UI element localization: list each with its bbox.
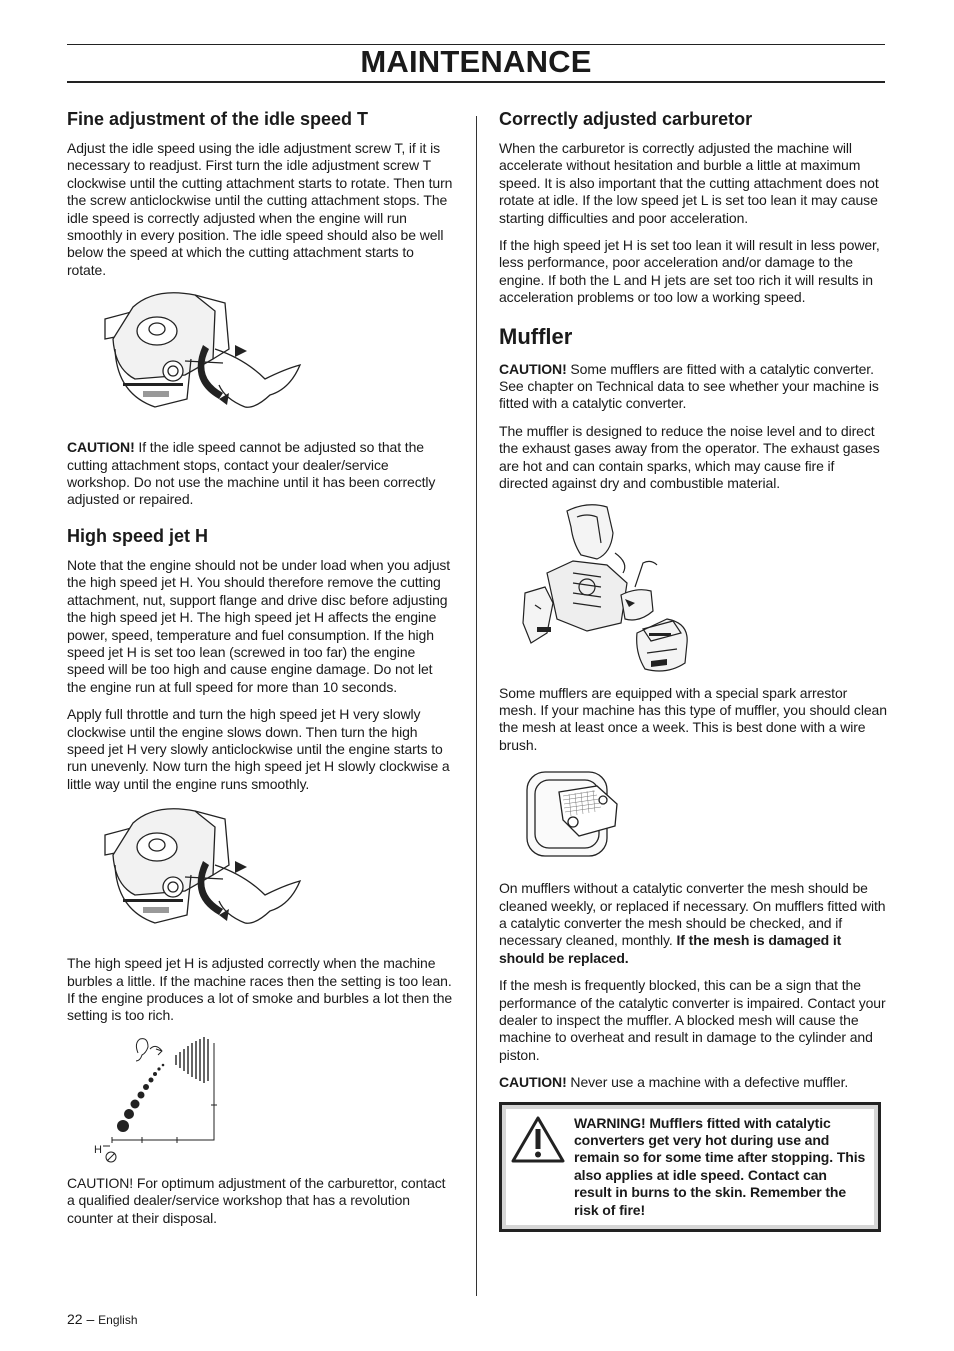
caution-catalytic: CAUTION! Some mufflers are fitted with a catalytic converter. See chapter on Technical data to see whether your machine is fitted with a catalytic converter.: [499, 360, 879, 412]
muffler-exploded-illustration: [517, 503, 697, 675]
graph-label-h: H: [94, 1143, 102, 1156]
warning-triangle-icon: [510, 1115, 574, 1219]
muffler-paragraph-4: If the mesh is frequently blocked, this can be a sign that the performance of the catalytic converter is impaired. Contact your dealer to inspect the muffler. A blocked mesh will cause the machine to overheat and result in damage to the cylinder and piston.: [499, 977, 886, 1063]
footer-language: English: [98, 1313, 138, 1327]
left-column: [67, 108, 455, 1237]
high-speed-paragraph-2: Apply full throttle and turn the high speed jet H very slowly clockwise until the engine slows down. Then turn the high speed jet H very slowly anticlockwise until the engine starts to run unevenly. Now turn the high speed jet H slowly clockwise a little way until the engine runs smoothly.: [67, 706, 450, 792]
caution-idle: CAUTION! If the idle speed cannot be adjusted so that the cutting attachment stops, contact your dealer/service workshop. Do not use the machine until it has been correctly adjusted or repaired.: [67, 439, 436, 508]
header-rule-bottom: [67, 81, 885, 83]
section-heading-carburetor: Correctly adjusted carburetor: [499, 109, 753, 129]
right-column: [499, 108, 887, 1232]
carburetor-paragraph-1: When the carburetor is correctly adjusted the machine will accelerate without hesitation and burble a little at maximum speed. It is also important that the cutting attachment does not rotate at idle. If the low speed jet L is set too lean it may cause starting difficulties and poor acceleration.: [499, 140, 879, 226]
section-heading-high-speed: High speed jet H: [67, 525, 209, 546]
high-speed-screw-illustration: [95, 805, 325, 945]
caution-defective-muffler: CAUTION! Never use a machine with a defective muffler.: [499, 1074, 849, 1091]
burble-graph-illustration: [92, 1035, 252, 1165]
high-speed-paragraph-4: CAUTION! For optimum adjustment of the carburettor, contact a qualified dealer/service workshop that has a revolution counter at their disposal.: [67, 1174, 446, 1226]
high-speed-paragraph-3: The high speed jet H is adjusted correctly when the machine burbles a little. If the machine races then the setting is too lean. If the engine produces a lot of smoke and burbles a lot then the setting is too rich.: [67, 955, 453, 1024]
carburetor-paragraph-2: If the high speed jet H is set too lean it will result in less power, less performance, poor acceleration and/or damage to the engine. If both the L and H jets are set too rich it will results in acceleration problems or too low a working speed.: [499, 237, 880, 306]
page-number: 22 –: [67, 1311, 95, 1327]
muffler-paragraph-3: On mufflers without a catalytic converter the mesh should be cleaned weekly, or replaced if necessary. On mufflers fitted with a catalytic converter the mesh should be checked, and if necessary cleaned, monthly. If the mesh is damaged it should be replaced.: [499, 880, 886, 966]
muffler-paragraph-2: Some mufflers are equipped with a special spark arrestor mesh. If your machine has this type of muffler, you should clean the mesh at least once a week. This is best done with a wire brush.: [499, 684, 887, 753]
section-heading-muffler: Muffler: [499, 323, 573, 349]
high-speed-paragraph-1: Note that the engine should not be under load when you adjust the high speed jet H. You should therefore remove the cutting attachment, nut, support flange and drive disc before adjusting the high speed jet H. The high speed jet H affects the engine power, speed, temperature and fuel consumption. If the high speed jet H is set too lean (screwed in too far) the engine speed will be too high and cause engine damage. Do not let the engine run at full speed for more than 10 seconds.: [67, 556, 451, 695]
page-footer: [67, 1311, 138, 1327]
muffler-paragraph-1: The muffler is designed to reduce the noise level and to direct the exhaust gases away from the operator. The exhaust gases are hot and can contain sparks, which may cause fire if directed against dry and combustible material.: [499, 422, 880, 492]
warning-text: WARNING! Mufflers fitted with catalytic converters get very hot during use and remain so for some time after stopping. This also applies at idle speed. Contact can result in burns to the skin. Remember the risk of fire!: [574, 1114, 866, 1218]
warning-box: [499, 1102, 881, 1232]
idle-screw-illustration: [95, 289, 325, 429]
page-title: MAINTENANCE: [360, 44, 592, 79]
column-divider: [476, 116, 477, 1296]
section-heading-idle: Fine adjustment of the idle speed T: [67, 109, 369, 129]
muffler-mesh-illustration: [523, 764, 623, 864]
idle-paragraph: Adjust the idle speed using the idle adjustment screw T, if it is necessary to readjust. First turn the idle adjustment screw T clockwise until the cutting attachment starts to rotate. Then turn the screw anticlockwise until the cutting attachment stops. The idle speed is correctly adjusted when the engine will run smoothly in every position. The idle speed should also be well below the speed at which the cutting attachment starts to rotate.: [67, 140, 453, 278]
